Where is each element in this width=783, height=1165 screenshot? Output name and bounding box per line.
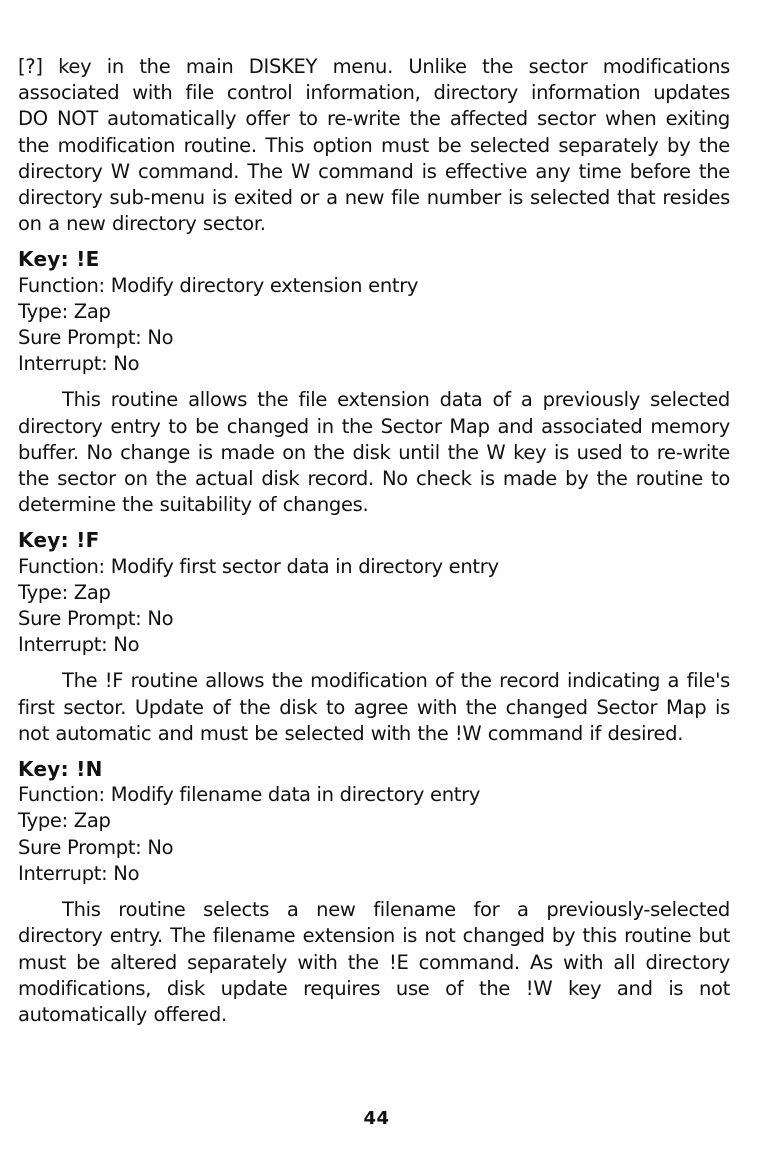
text-line: must be altered separately with the !E command. As with all directory (18, 950, 730, 974)
text-line: on a new directory sector. (18, 212, 266, 236)
function-field: Function: Modify first sector data in directory entry (18, 554, 499, 578)
sure-prompt-field: Sure Prompt: No (18, 607, 174, 631)
interrupt-field: Interrupt: No (18, 861, 140, 885)
document-page (18, 54, 730, 1028)
key-heading: Key: !E (18, 247, 100, 272)
text-line: the sector on the actual disk record. No check is made by the routine to (18, 467, 730, 491)
description-paragraph (18, 387, 730, 518)
description-paragraph (18, 897, 730, 1028)
type-field: Type: Zap (18, 580, 111, 604)
text-line: buffer. No change is made on the disk until the W key is used to re-write (18, 440, 730, 464)
key-entry-n (18, 756, 730, 887)
page-number: 44 (363, 1108, 390, 1129)
text-line: modifications, disk update requires use of the !W key and is not (18, 976, 730, 1000)
text-line: [?] key in the main DISKEY menu. Unlike the sector modifications (18, 55, 730, 78)
text-line: This routine selects a new filename for a previously-selected (62, 898, 730, 922)
sure-prompt-field: Sure Prompt: No (18, 835, 174, 859)
interrupt-field: Interrupt: No (18, 352, 140, 376)
text-line: This routine allows the file extension data of a previously selected (62, 388, 730, 412)
type-field: Type: Zap (18, 809, 111, 833)
intro-paragraph (18, 54, 730, 237)
text-line: directory W command. The W command is effective any time before the (18, 159, 730, 183)
function-field: Function: Modify directory extension entry (18, 273, 419, 297)
text-line: DO NOT automatically offer to re-write the affected sector when exiting (18, 107, 730, 131)
key-entry-e (18, 246, 730, 377)
key-heading: Key: !N (18, 757, 103, 782)
key-entry-f (18, 527, 730, 658)
text-line: not automatic and must be selected with the !W command if desired. (18, 721, 684, 745)
text-line: associated with file control information, directory information updates (18, 81, 730, 105)
key-heading: Key: !F (18, 528, 100, 553)
interrupt-field: Interrupt: No (18, 633, 140, 657)
text-line: first sector. Update of the disk to agree with the changed Sector Map is (18, 695, 730, 719)
text-line: directory entry to be changed in the Sector Map and associated memory (18, 414, 730, 438)
type-field: Type: Zap (18, 299, 111, 323)
sure-prompt-field: Sure Prompt: No (18, 326, 174, 350)
text-line: directory sub-menu is exited or a new file number is selected that resides (18, 186, 730, 210)
text-line: determine the suitability of changes. (18, 493, 369, 517)
description-paragraph (18, 668, 730, 747)
text-line: automatically offered. (18, 1002, 227, 1026)
text-line: directory entry. The filename extension is not changed by this routine but (18, 924, 730, 948)
text-line: The !F routine allows the modification of the record indicating a file's (62, 669, 730, 693)
function-field: Function: Modify filename data in directory entry (18, 783, 481, 807)
text-line: the modification routine. This option must be selected separately by the (18, 133, 730, 157)
